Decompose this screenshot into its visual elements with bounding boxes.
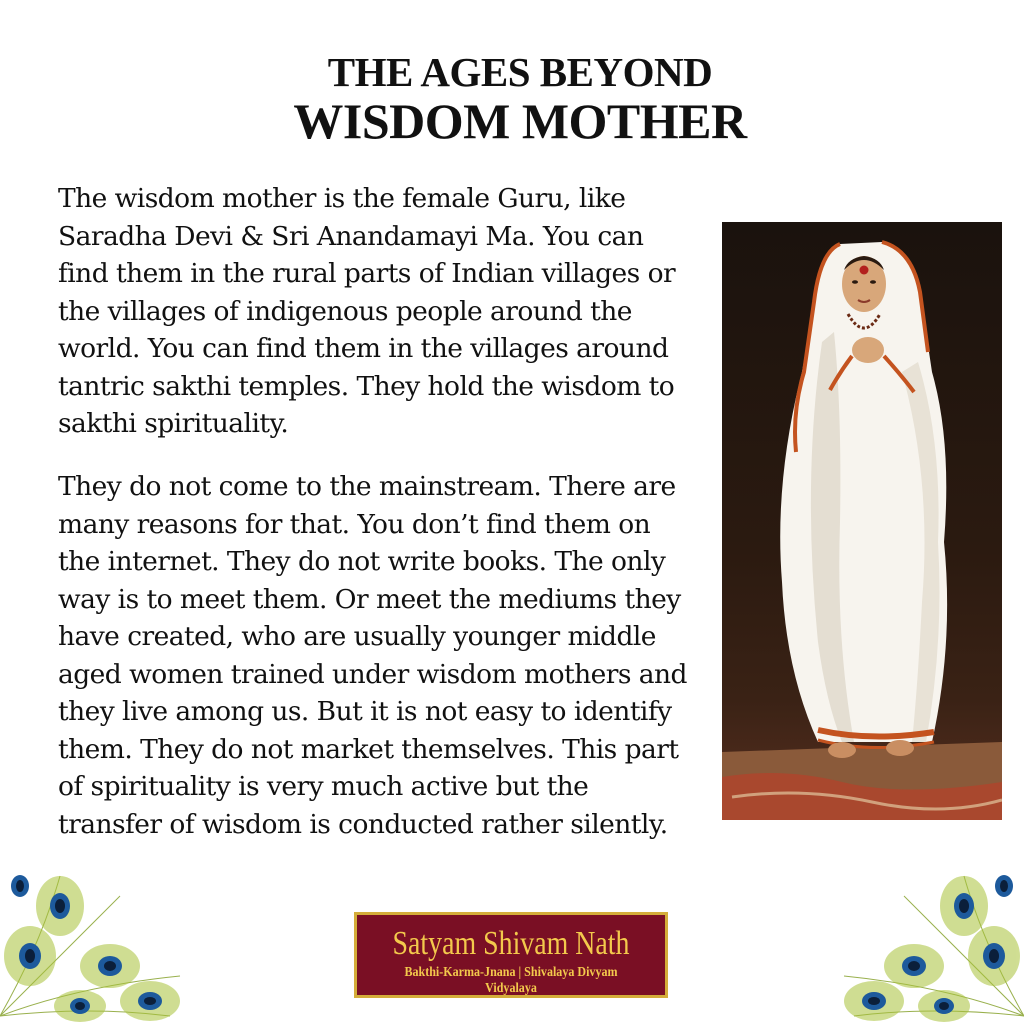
peacock-feather-icon [834,866,1024,1024]
peacock-feather-icon [0,866,190,1024]
portrait-photo [722,222,1002,820]
paragraph-line: Saradha Devi & Sri Anandamayi Ma. You can [58,220,644,252]
title-line-2: WISDOM MOTHER [293,93,747,149]
paragraph-line: world. You can find them in the villages around [58,333,669,364]
paragraph-line: have created, who are usually younger middle [58,621,656,652]
brand-logo [354,912,668,998]
paragraph-line: transfer of wisdom is conducted rather silently. [58,808,668,840]
paragraph-line: sakthi spirituality. [58,408,289,439]
title-line-1: THE AGES BEYOND [327,49,713,95]
paragraph-line: They do not come to the mainstream. There are [58,471,676,502]
paragraph-line: the villages of indigenous people around the [58,295,632,327]
paragraph-line: The wisdom mother is the female Guru, like [58,183,626,214]
paragraph-2 [58,468,723,843]
paragraph-line: of spirituality is very much active but the [58,771,589,802]
paragraph-line: them. They do not market themselves. This part [58,733,679,765]
paragraph-line: many reasons for that. You don’t find them on [58,508,651,540]
paragraph-line: aged women trained under wisdom mothers and [58,658,687,690]
portrait-illustration [722,222,1002,820]
paragraph-line: find them in the rural parts of Indian villages or [58,258,676,289]
logo-tagline: Bakthi-Karma-Jnana | Shivalaya Divyam Vidyalaya [404,965,618,996]
paragraph-line: way is to meet them. Or meet the mediums they [58,583,681,615]
paragraph-line: the internet. They do not write books. The only [58,546,666,577]
paragraph-line: they live among us. But it is not easy to identify [58,696,672,727]
logo-name: Satyam Shivam Nath [392,925,630,962]
paragraph-1 [58,180,723,443]
paragraph-line: tantric sakthi temples. They hold the wisdom to [58,370,675,402]
